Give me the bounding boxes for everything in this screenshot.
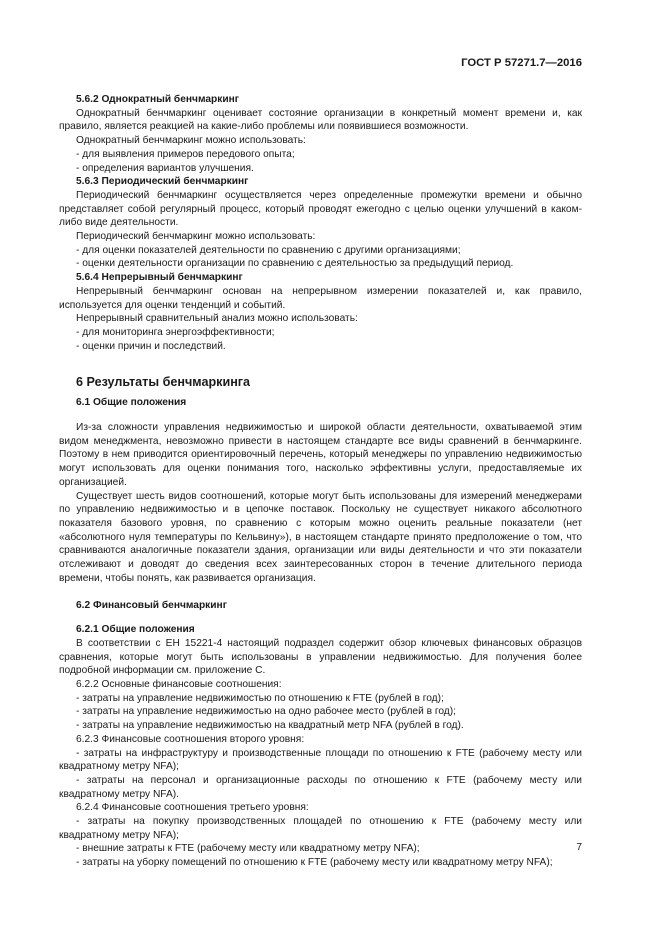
section-heading-6-1: 6.1 Общие положения bbox=[76, 397, 187, 409]
paragraph: Периодический бенчмаркинг можно использовать: bbox=[76, 231, 316, 243]
list-item: - затраты на управление недвижимостью на одно рабочее место (рублей в год); bbox=[76, 706, 456, 718]
paragraph: 6.2.3 Финансовые соотношения второго уровня: bbox=[76, 733, 305, 745]
chapter-heading-6: 6 Результаты бенчмаркинга bbox=[76, 375, 251, 390]
page-number: 7 bbox=[576, 842, 582, 853]
list-item: - затраты на уборку помещений по отношению к FTE (рабочему месту или квадратному метру NFA); bbox=[76, 857, 553, 869]
document-code: ГОСТ Р 57271.7—2016 bbox=[461, 57, 582, 69]
list-item: - для выявления примеров передового опыта; bbox=[76, 148, 295, 160]
list-item: - для оценки показателей деятельности по сравнению с другими организациями; bbox=[76, 244, 461, 256]
paragraph: 6.2.4 Финансовые соотношения третьего уровня: bbox=[76, 802, 309, 814]
section-heading-5-6-4: 5.6.4 Непрерывный бенчмаркинг bbox=[76, 272, 243, 284]
paragraph: Существует шесть видов соотношений, которые могут быть использованы для измерений менеджерами по управлению недвижимостью и в цепочке поставок. Поскольку не существует никакого абсолютного показателя базового уровня, по сравнению с которым можно оценить реальные показатели (нет «абсолютного нуля температуры по Кельвину»), в настоящем стандарте принято предположение о том, что сравниваются аналогичные показатели здания, организации или виды деятельности и что эти показатели отслеживают и доводят до сведения всех заинтересованных сторон в течение длительного периода времени, чтобы понять, как развивается организация. bbox=[59, 490, 582, 584]
paragraph: В соответствии с ЕН 15221-4 настоящий подраздел содержит обзор ключевых финансовых образцов сравнения, которые могут быть использованы в управлении недвижимостью. Для получения более подробной информации см. приложение С. bbox=[59, 637, 582, 677]
paragraph: 6.2.2 Основные финансовые соотношения: bbox=[76, 679, 282, 691]
paragraph: Из-за сложности управления недвижимостью и широкой области деятельности, охватываемой этим видом менеджмента, невозможно привести в настоящем стандарте все виды сравнений в бенчмаркинге. Поэтому в нем приводится ориентировочный перечень, который менеджеры по управлению недвижимостью могут использовать для оценки понимания того, насколько эффективны услуги, предоставляемые их организацией. bbox=[59, 422, 582, 488]
list-item: - оценки деятельности организации по сравнению с деятельностью за предыдущий период. bbox=[76, 258, 514, 270]
list-item: - внешние затраты к FTE (рабочему месту или квадратному метру NFA); bbox=[76, 843, 420, 855]
list-item: - затраты на персонал и организационные расходы по отношению к FTE (рабочему месту или квадратному метру NFA). bbox=[59, 774, 582, 800]
paragraph: Непрерывный сравнительный анализ можно использовать: bbox=[76, 313, 358, 325]
section-heading-6-2: 6.2 Финансовый бенчмаркинг bbox=[76, 599, 227, 611]
list-item: - затраты на покупку производственных площадей по отношению к FTE (рабочему месту или квадратному метру NFA); bbox=[59, 816, 582, 841]
list-item: - для мониторинга энергоэффективности; bbox=[76, 326, 275, 338]
list-item: - затраты на инфраструктуру и производственные площади по отношению к FTE (рабочему месту или квадратному метру NFA); bbox=[59, 747, 582, 773]
paragraph: Непрерывный бенчмаркинг основан на непрерывном измерении показателей и, как правило, используется для оценки тенденций и событий. bbox=[59, 285, 582, 311]
list-item: - затраты на управление недвижимостью на квадратный метр NFA (рублей в год). bbox=[76, 720, 464, 732]
list-item: - определения вариантов улучшения. bbox=[76, 162, 254, 174]
list-item: - затраты на управление недвижимостью по отношению к FTE (рублей в год); bbox=[76, 692, 444, 704]
paragraph: Периодический бенчмаркинг осуществляется через определенные промежутки времени и обычно представляет собой регулярный процесс, который проводят ежегодно с целью оценки улучшений в каком-либо виде деятельности. bbox=[59, 189, 582, 229]
paragraph: Однократный бенчмаркинг оценивает состояние организации в конкретный момент времени и, как правило, является реакцией на какие-либо проблемы или появившиеся возможности. bbox=[59, 107, 582, 133]
page-body bbox=[59, 93, 582, 870]
list-item: - оценки причин и последствий. bbox=[76, 340, 226, 352]
section-heading-5-6-2: 5.6.2 Однократный бенчмаркинг bbox=[76, 94, 239, 105]
paragraph: Однократный бенчмаркинг можно использовать: bbox=[76, 135, 306, 147]
section-heading-6-2-1: 6.2.1 Общие положения bbox=[76, 624, 195, 636]
section-heading-5-6-3: 5.6.3 Периодический бенчмаркинг bbox=[76, 176, 249, 188]
